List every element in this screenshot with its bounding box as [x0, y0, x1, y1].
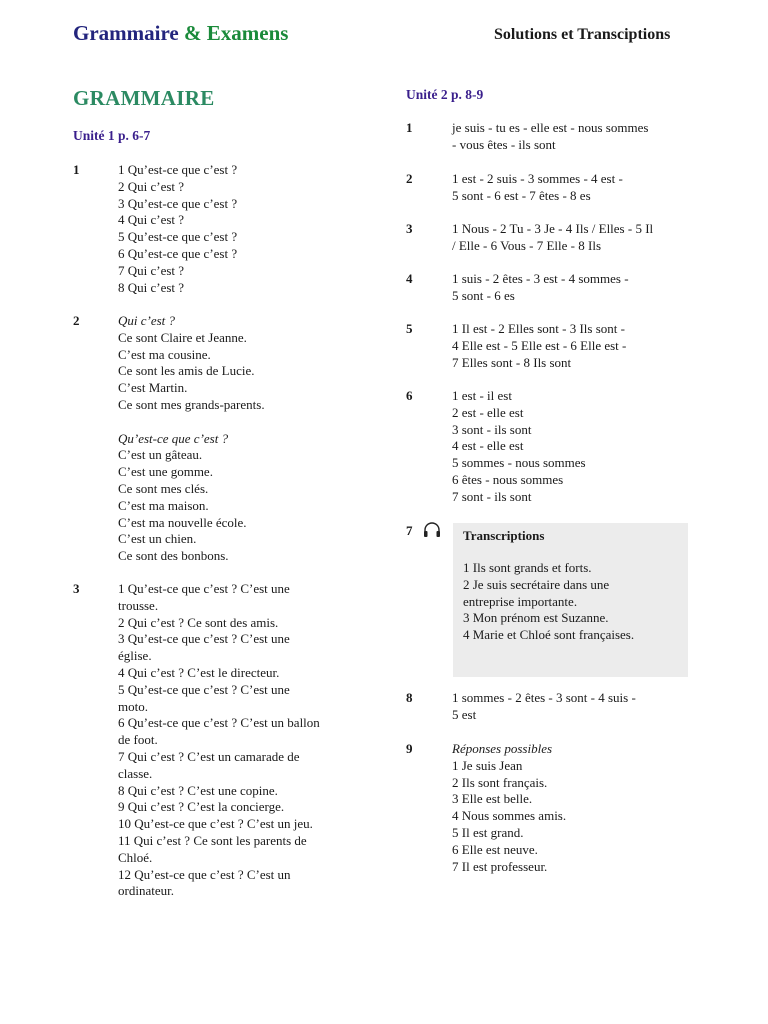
unit1-ex3-number: 3	[73, 581, 80, 596]
answer-line: 2 Qui c’est ? Ce sont des amis.	[118, 614, 279, 630]
answer-line: moto.	[118, 698, 148, 714]
answer-line: classe.	[118, 765, 153, 781]
unit2-ex6-answers	[452, 388, 586, 506]
answer-line: 9 Qui c’est ? C’est la concierge.	[118, 799, 285, 815]
answer-line: ordinateur.	[118, 883, 174, 899]
answer-line: 6 Elle est neuve.	[452, 841, 538, 857]
answer-line: 4 est - elle est	[452, 438, 524, 454]
unit2-ex4-answers	[452, 271, 629, 305]
answer-line: 4 Qui c’est ? C’est le directeur.	[118, 664, 280, 680]
answer-line: 2 Qui c’est ?	[118, 178, 185, 194]
answer-line: 7 Il est professeur.	[452, 858, 548, 874]
answer-line: Ce sont Claire et Jeanne.	[118, 329, 247, 345]
unit2-ex1-number: 1	[406, 120, 413, 135]
answer-line: 3 Elle est belle.	[452, 791, 533, 807]
answer-line: 1 Qu’est-ce que c’est ? C’est une	[118, 581, 290, 596]
answer-line: C’est ma maison.	[118, 497, 209, 513]
answer-line: 1 Il est - 2 Elles sont - 3 Ils sont -	[452, 321, 625, 336]
unit2-ex2-answers	[452, 171, 623, 205]
answer-line: 4 Elle est - 5 Elle est - 6 Elle est -	[452, 337, 627, 353]
unit2-ex6-number: 6	[406, 388, 413, 403]
unit2-ex8-number: 8	[406, 690, 413, 705]
answer-line: 7 Elles sont - 8 Ils sont	[452, 354, 572, 370]
unit1-ex2-answers	[118, 313, 265, 565]
answer-line: 3 sont - ils sont	[452, 421, 532, 437]
unit2-ex8-answers	[452, 690, 636, 724]
answer-line: trousse.	[118, 597, 159, 613]
answer-line: 1 suis - 2 êtes - 3 est - 4 sommes -	[452, 271, 629, 286]
unit1-ex1-answers	[118, 162, 237, 296]
group-subtitle: Qui c’est ?	[118, 313, 176, 328]
answer-line: / Elle - 6 Vous - 7 Elle - 8 Ils	[452, 237, 602, 253]
header-right-title: Solutions et Transciptions	[494, 26, 671, 43]
unit2-ex1-answers	[452, 120, 648, 154]
answer-line: 4 Qui c’est ?	[118, 212, 185, 228]
answer-line: 5 sommes - nous sommes	[452, 455, 586, 471]
unit2-ex9-answers	[452, 741, 566, 875]
answer-line: Chloé.	[118, 849, 153, 865]
transcriptions-title: Transcriptions	[463, 528, 545, 543]
answer-line: église.	[118, 648, 152, 664]
answer-line: 10 Qu’est-ce que c’est ? C’est un jeu.	[118, 816, 313, 832]
header-brand	[73, 21, 288, 46]
answer-line: 1 est - il est	[452, 388, 512, 403]
answer-line: C’est un gâteau.	[118, 447, 203, 463]
answer-line: 6 Qu’est-ce que c’est ? C’est un ballon	[118, 715, 320, 731]
answer-line: 5 Qu’est-ce que c’est ? C’est une	[118, 681, 290, 697]
answer-line: 3 Qu’est-ce que c’est ?	[118, 195, 238, 211]
unit1-ex2-number: 2	[73, 313, 80, 328]
transcription-line: 1 Ils sont grands et forts.	[463, 560, 592, 575]
answer-line: Ce sont des bonbons.	[118, 548, 229, 564]
brand-ampersand: &	[184, 21, 202, 45]
unit1-ex3-answers	[118, 581, 320, 900]
transcriptions-lines	[463, 560, 688, 644]
transcription-line: 3 Mon prénom est Suzanne.	[463, 610, 609, 626]
answer-line: 1 Je suis Jean	[452, 757, 523, 773]
answer-line: Ce sont mes grands-parents.	[118, 396, 265, 412]
answer-line: 1 Nous - 2 Tu - 3 Je - 4 Ils / Elles - 5 Il	[452, 221, 654, 236]
unit2-ex7-number: 7	[406, 523, 413, 538]
answer-line: 7 Qui c’est ?	[118, 262, 185, 278]
unit2-ex9-number: 9	[406, 741, 413, 756]
answer-line: 8 Qui c’est ? C’est une copine.	[118, 782, 278, 798]
section-title: GRAMMAIRE	[73, 86, 215, 110]
answer-line: 6 êtes - nous sommes	[452, 471, 564, 487]
answer-line: C’est Martin.	[118, 380, 188, 396]
answer-line: 7 Qui c’est ? C’est un camarade de	[118, 748, 300, 764]
transcriptions-box	[453, 523, 688, 677]
answer-line: 5 est	[452, 706, 477, 722]
unit2-ex2-number: 2	[406, 171, 413, 186]
answer-line: 4 Nous sommes amis.	[452, 808, 567, 824]
unit1-ex1-number: 1	[73, 162, 80, 177]
headphones-icon	[422, 521, 442, 539]
answer-line: 7 sont - ils sont	[452, 488, 532, 504]
brand-grammaire: Grammaire	[73, 21, 179, 45]
unit2-heading: Unité 2 p. 8-9	[406, 87, 484, 102]
answer-line: je suis - tu es - elle est - nous sommes	[452, 120, 649, 135]
brand-examens: Examens	[206, 21, 289, 45]
answer-line: 6 Qu’est-ce que c’est ?	[118, 245, 238, 261]
answer-line: 5 sont - 6 es	[452, 287, 515, 303]
answer-line: 12 Qu’est-ce que c’est ? C’est un	[118, 866, 291, 882]
answer-line: 5 sont - 6 est - 7 êtes - 8 es	[452, 187, 591, 203]
unit2-ex5-number: 5	[406, 321, 413, 336]
answer-line: de foot.	[118, 732, 158, 748]
answer-line: 5 Qu’est-ce que c’est ?	[118, 229, 238, 245]
unit1-heading: Unité 1 p. 6-7	[73, 128, 151, 143]
answer-line: 1 sommes - 2 êtes - 3 sont - 4 suis -	[452, 690, 636, 705]
answer-line: 1 Qu’est-ce que c’est ?	[118, 162, 238, 177]
answer-line: 1 est - 2 suis - 3 sommes - 4 est -	[452, 171, 623, 186]
answer-line: 8 Qui c’est ?	[118, 279, 185, 295]
unit2-ex3-number: 3	[406, 221, 413, 236]
unit2-ex5-answers	[452, 321, 626, 371]
answer-line: 2 est - elle est	[452, 404, 524, 420]
unit2-ex3-answers	[452, 221, 653, 255]
answer-line: C’est une gomme.	[118, 464, 213, 480]
answer-line: 11 Qui c’est ? Ce sont les parents de	[118, 832, 307, 848]
answer-line: C’est ma nouvelle école.	[118, 514, 247, 530]
group-subtitle: Qu’est-ce que c’est ?	[118, 430, 229, 446]
answer-line: Ce sont mes clés.	[118, 480, 209, 496]
answer-line: - vous êtes - ils sont	[452, 136, 556, 152]
answer-line: 3 Qu’est-ce que c’est ? C’est une	[118, 631, 290, 647]
answer-line: C’est ma cousine.	[118, 346, 211, 362]
transcription-line: 2 Je suis secrétaire dans une	[463, 576, 610, 592]
unit2-ex4-number: 4	[406, 271, 413, 286]
answer-line: 5 Il est grand.	[452, 824, 524, 840]
answer-line: C’est un chien.	[118, 531, 197, 547]
transcription-line: entreprise importante.	[463, 593, 578, 609]
transcription-line: 4 Marie et Chloé sont françaises.	[463, 627, 635, 643]
answer-line: Ce sont les amis de Lucie.	[118, 363, 255, 379]
answer-line: 2 Ils sont français.	[452, 774, 548, 790]
group-subtitle: Réponses possibles	[452, 741, 553, 756]
